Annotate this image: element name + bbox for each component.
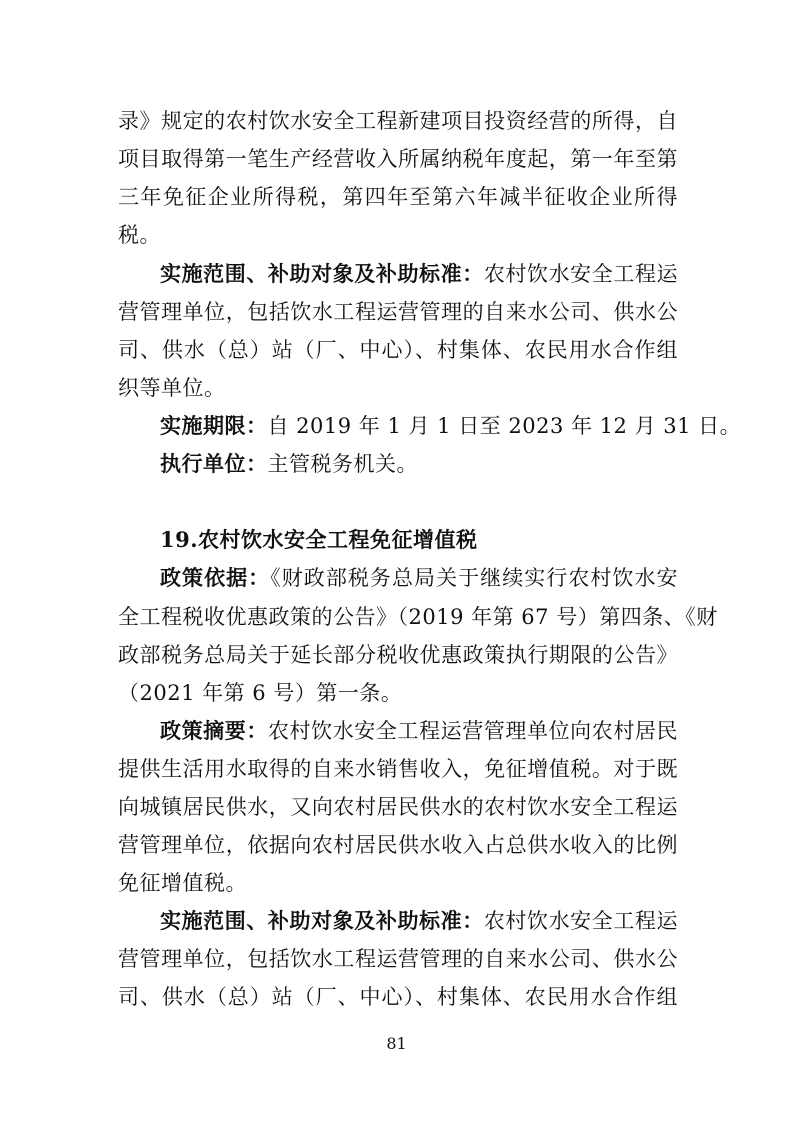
scope-paragraph-line-2: 营管理单位，包括饮水工程运营管理的自来水公司、供水公: [118, 300, 678, 324]
executor-label: 执行单位：: [160, 451, 268, 476]
section-scope-line-2: 营管理单位，包括饮水工程运营管理的自来水公司、供水公: [118, 947, 678, 971]
section-scope-label: 实施范围、补助对象及补助标准：: [160, 908, 484, 933]
executor-text: 主管税务机关。: [267, 452, 418, 476]
section-scope-line-3: 司、供水（总）站（厂、中心）、村集体、农民用水合作组: [118, 985, 678, 1009]
period-paragraph: [160, 406, 742, 446]
policy-summary-label: 政策摘要：: [160, 718, 268, 743]
policy-summary-line-1: [160, 711, 678, 751]
policy-basis-line-1: [160, 558, 678, 598]
page-number: 81: [386, 1034, 407, 1053]
scope-paragraph-line-1: [160, 254, 678, 294]
paragraph-1-line-1: 录》规定的农村饮水安全工程新建项目投资经营的所得，自: [118, 109, 678, 133]
policy-basis-line-2: 全工程税收优惠政策的公告》（2019 年第 67 号）第四条、《财: [118, 605, 718, 629]
period-label: 实施期限：: [160, 413, 268, 438]
scope-text: 农村饮水安全工程运: [483, 262, 679, 286]
paragraph-1-line-3: 三年免征企业所得税，第四年至第六年减半征收企业所得: [118, 185, 678, 209]
period-text: 自 2019 年 1 月 1 日至 2023 年 12 月 31 日。: [267, 414, 742, 438]
executor-paragraph: [160, 444, 678, 484]
scope-paragraph-line-3: 司、供水（总）站（厂、中心）、村集体、农民用水合作组: [118, 338, 678, 362]
paragraph-1-line-2: 项目取得第一笔生产经营收入所属纳税年度起，第一年至第: [118, 147, 678, 171]
section-scope-text: 农村饮水安全工程运: [483, 909, 679, 933]
policy-basis-line-4: （2021 年第 6 号）第一条。: [118, 681, 403, 705]
policy-basis-line-3: 政部税务总局关于延长部分税收优惠政策执行期限的公告》: [118, 643, 678, 667]
paragraph-1-line-4: 税。: [118, 223, 161, 247]
policy-summary-line-2: 提供生活用水取得的自来水销售收入，免征增值税。对于既: [118, 757, 678, 781]
policy-summary-line-3: 向城镇居民供水，又向农村居民供水的农村饮水安全工程运: [118, 795, 678, 819]
scope-paragraph-line-4: 织等单位。: [118, 376, 226, 400]
section-scope-line-1: [160, 901, 678, 941]
scope-label: 实施范围、补助对象及补助标准：: [160, 261, 484, 286]
policy-summary-line-4: 营管理单位，依据向农村居民供水收入占总供水收入的比例: [118, 833, 678, 857]
policy-basis-label: 政策依据：: [160, 565, 271, 590]
section-title: 19.农村饮水安全工程免征增值税: [160, 527, 478, 552]
policy-summary-text: 农村饮水安全工程运营管理单位向农村居民: [267, 719, 679, 743]
policy-summary-line-5: 免征增值税。: [118, 871, 247, 895]
policy-basis-text: 《财政部税务总局关于继续实行农村饮水安: [270, 566, 678, 590]
